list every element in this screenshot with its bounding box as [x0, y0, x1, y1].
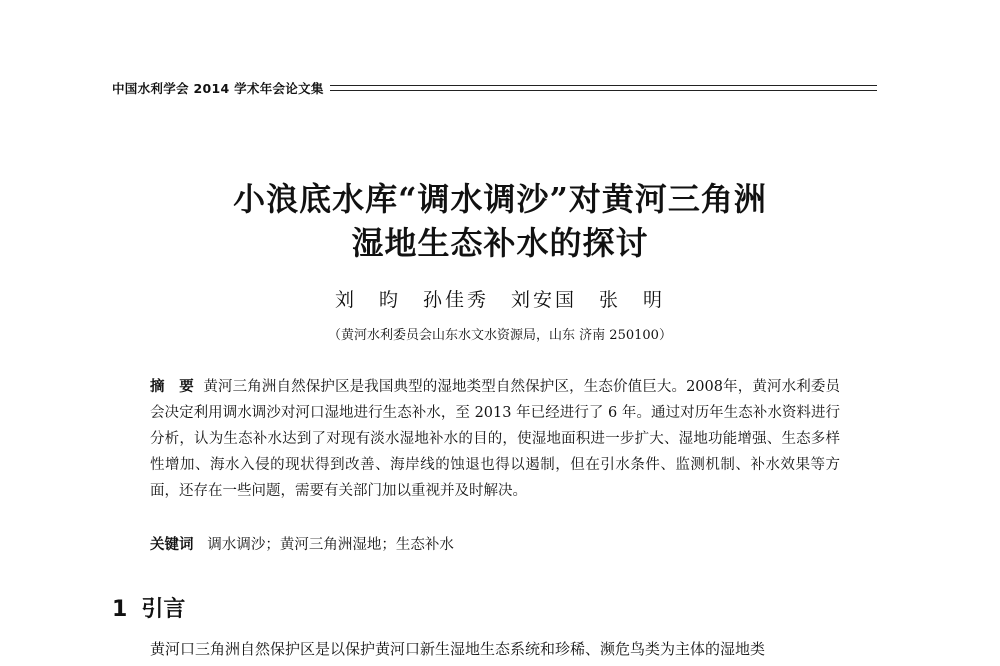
keywords: [150, 532, 840, 558]
keywords-text: 调水调沙；黄河三角洲湿地；生态补水: [207, 537, 454, 553]
paper-title-line-2: 湿地生态补水的探讨: [351, 224, 649, 262]
paper-title-line-1: 小浪底水库“调水调沙”对黄河三角洲: [233, 180, 767, 218]
author-list: 刘 昀 孙佳秀 刘安国 张 明: [334, 289, 665, 311]
header-double-rule: [330, 85, 877, 91]
abstract-label: 摘 要: [150, 379, 194, 395]
running-head-text: 中国水利学会 2014 学术年会论文集: [112, 81, 324, 96]
section-heading-introduction: [112, 592, 185, 623]
keywords-label: 关键词: [150, 537, 194, 553]
abstract-text: 黄河三角洲自然保护区是我国典型的湿地类型自然保护区，生态价值巨大。2008年，黄河水利委员会决定利用调水调沙对河口湿地进行生态补水，至 2013 年已经进行了 6 年。通过对历年生态补水资料进行分析，认为生态补水达到了对现有淡水湿地补水的目的，使湿地面积进一步扩大、湿地功能增强、生态多样性增加、海水入侵的现状得到改善、海岸线的蚀退也得以遏制，但在引水条件、监测机制、补水效果等方面，还存在一些问题，需要有关部门加以重视并及时解决。: [150, 379, 841, 499]
author-affiliation: （黄河水利委员会山东水文水资源局，山东 济南 250100）: [328, 328, 672, 343]
section-title: 引言: [141, 597, 186, 622]
running-header: [112, 78, 877, 98]
abstract: [150, 374, 840, 504]
section-number: 1: [112, 597, 128, 622]
body-paragraph: 黄河口三角洲自然保护区是以保护黄河口新生湿地生态系统和珍稀、濒危鸟类为主体的湿地类: [150, 640, 766, 658]
